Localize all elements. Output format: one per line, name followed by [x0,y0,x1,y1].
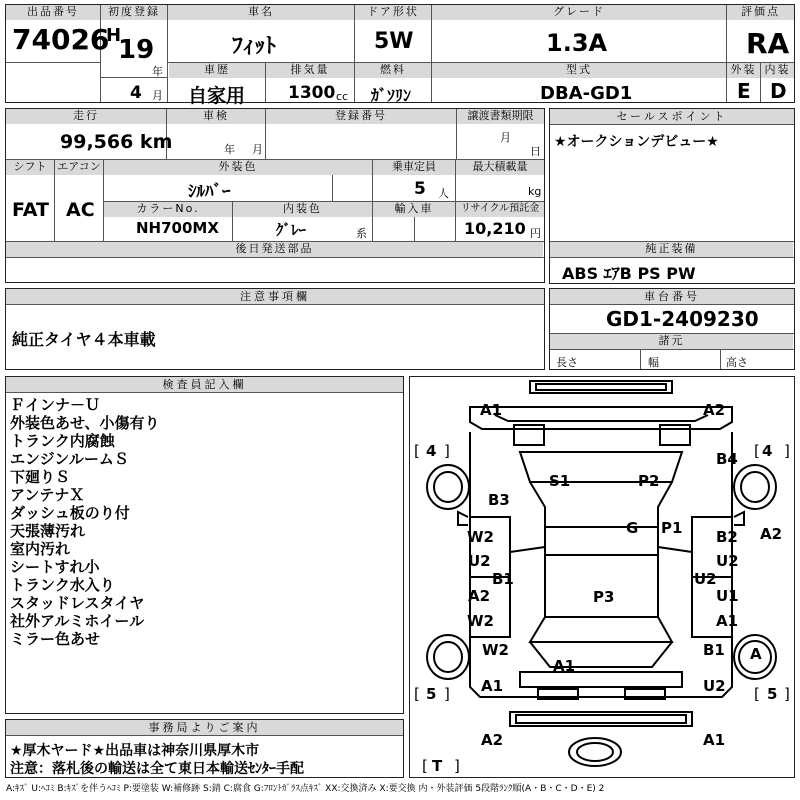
sales-point-text: ★オークションデビュー★ [554,134,719,150]
detail-block: 走行 車検 登録番号 譲渡書類期限 99,566 km 年 月 月 日 シフト エアコン 外装色 乗車定員 最大積載量 FAT AC ｼﾙﾊﾞｰ 5 人 kg カラーNo. 内装色 輸入車 リサイクル預託金 NH700MX ｸﾞﾚｰ 系 10,210 円 後日発送部品 [5,108,545,283]
damage-legend: A:ｷｽﾞ U:ﾍｺﾐ B:ｷｽﾞを伴うﾍｺﾐ P:要塗装 W:補修跡 S:錆 C:腐食 G:ﾌﾛﾝﾄｶﾞﾗｽ点ｷｽﾞ XX:交換済み X:要交換 内・外装評価 5段階ﾗﾝｸ順(A・B・C・D・E) 2 [6,784,605,794]
car-name: ﾌｨｯﾄ [232,34,277,59]
damage-code: A1 [481,677,504,695]
interior-color: ｸﾞﾚｰ [276,221,307,239]
era: H [106,25,122,46]
sales-point-box: セールスポイント ★オークションデビュー★ 純正装備 ABS ｴｱB PS PW [549,108,795,284]
exterior-color: ｼﾙﾊﾞｰ [188,182,231,202]
capacity: 5 [414,179,426,199]
score-label: 評価点 [727,5,794,20]
damage-code: A1 [553,657,576,675]
damage-code: U1 [716,587,739,605]
damage-code: U2 [468,552,491,570]
inspector-note: 社外アルミホイール [10,612,145,630]
inspector-notes [10,396,160,648]
damage-code: B1 [492,570,514,588]
tire-bracket: [ [414,685,420,703]
ext-label: 外装 [727,63,760,78]
damage-code: A2 [760,525,783,543]
tire-bracket: ] [454,757,460,775]
damage-code: P3 [593,588,615,606]
displacement-label: 排気量 [266,63,354,78]
inspector-note: 天張薄汚れ [10,522,86,540]
office-line-2: 注意：落札後の輸送は全て東日本輸送ｾﾝﾀｰ手配 [10,761,304,777]
tire-bracket: ] [784,442,790,460]
chassis-number: GD1-2409230 [606,307,759,331]
damage-code: U2 [694,570,717,588]
color-number: NH700MX [136,219,219,237]
reg-year: 19 [118,35,155,65]
equipment-text: ABS ｴｱB PS PW [562,264,696,283]
damage-code: A2 [703,401,726,419]
car-diagram [409,376,795,778]
damage-code: B4 [716,450,738,468]
damage-code: A2 [481,731,504,749]
inspector-note: 外装色あせ、小傷有り [10,414,160,432]
door: 5W [374,29,414,54]
grade: 1.3A [546,29,608,57]
damage-code: P2 [638,472,660,490]
damage-code: B2 [716,528,738,546]
fuel-label: 燃料 [355,63,431,78]
caution-box: 注意事項欄 純正タイヤ４本車載 [5,288,545,370]
damage-code: A1 [716,612,739,630]
inspector-note: シートすれ小 [10,558,100,576]
inspector-note: ダッシュ板のり付 [10,504,130,522]
inspector-note: エンジンルームＳ [10,450,129,468]
history-label: 車歴 [169,63,265,78]
chassis-box: 車台番号 GD1-2409230 諸元 長さ 幅 高さ [549,288,795,370]
car-outline-diagram [410,377,793,776]
inspector-note: トランク内腐蝕 [10,432,115,450]
damage-code: T [432,757,443,775]
inspector-note: スタッドレスタイヤ [10,594,145,612]
inspector-note: アンテナＸ [10,486,85,504]
damage-code: U2 [703,677,726,695]
tire-bracket: [ [414,442,420,460]
first-reg-label: 初度登録 [101,5,167,20]
damage-code: A [750,645,762,663]
ac: AC [66,199,95,221]
damage-code: W2 [467,528,494,546]
damage-code: 5 [426,685,437,703]
damage-code: A2 [468,587,491,605]
inspector-note: 室内汚れ [10,540,71,558]
history: 自家用 [188,85,246,107]
model-label: 型式 [432,63,726,78]
inspector-box: 検査員記入欄 Ｆインナ－Ｕ 外装色あせ、小傷有り トランク内腐蝕 エンジンルームＳ 下廻りＳ アンテナＸ ダッシュ板のり付 天張薄汚れ 室内汚れ シートすれ小 トランク水入り スタッドレスタイヤ 社外アルミホイール ミラー色あせ [5,376,404,714]
damage-code: A1 [480,401,503,419]
int-grade: D [770,79,787,103]
displacement: 1300 [288,83,336,103]
int-label: 内装 [761,63,794,78]
damage-code: G [626,519,639,537]
tire-bracket: ] [444,685,450,703]
inspector-note: Ｆインナ－Ｕ [10,396,101,414]
office-box: 事務局よりご案内 ★厚木ヤード★出品車は神奈川県厚木市 注意：落札後の輸送は全て東日本輸送ｾﾝﾀｰ手配 [5,719,404,778]
tire-bracket: ] [784,685,790,703]
shift: FAT [12,199,49,221]
damage-code: A1 [703,731,726,749]
damage-code: B1 [703,641,725,659]
damage-code: B3 [488,491,510,509]
header-block: 出品番号 74026 初度登録 H 19 年 4 月 車名 ﾌｨｯﾄ ドア形状 5W グレード 1.3A 評価点 RA 車歴 自家用 排気量 1300 cc 燃料 ｶﾞｿﾘﾝ 型式 DBA-GD1 外装 内装 E D [5,4,795,103]
damage-code: W2 [482,641,509,659]
inspector-note: ミラー色あせ [10,630,101,648]
damage-code: S1 [549,472,571,490]
model: DBA-GD1 [540,83,633,104]
ext-grade: E [737,79,751,103]
inspector-note: トランク水入り [10,576,115,594]
car-name-label: 車名 [168,5,354,20]
tire-bracket: [ [754,685,760,703]
tire-bracket: [ [422,757,428,775]
door-label: ドア形状 [355,5,431,20]
tire-bracket: [ [754,442,760,460]
lot-label: 出品番号 [6,5,100,20]
mileage: 99,566 km [60,131,173,153]
recycle-fee: 10,210 [464,219,526,238]
fuel: ｶﾞｿﾘﾝ [371,86,412,105]
caution-text: 純正タイヤ４本車載 [12,330,156,349]
lot-number: 74026 [12,23,110,56]
reg-month: 4 [130,83,142,103]
damage-code: 4 [762,442,773,460]
tire-bracket: ] [444,442,450,460]
damage-code: 5 [767,685,778,703]
grade-label: グレード [432,5,726,20]
damage-code: P1 [661,519,683,537]
damage-code: U2 [716,552,739,570]
inspector-note: 下廻りＳ [10,468,71,486]
damage-code: 4 [426,442,437,460]
score: RA [746,27,790,60]
damage-code: W2 [467,612,494,630]
office-line-1: ★厚木ヤード★出品車は神奈川県厚木市 [10,743,260,759]
